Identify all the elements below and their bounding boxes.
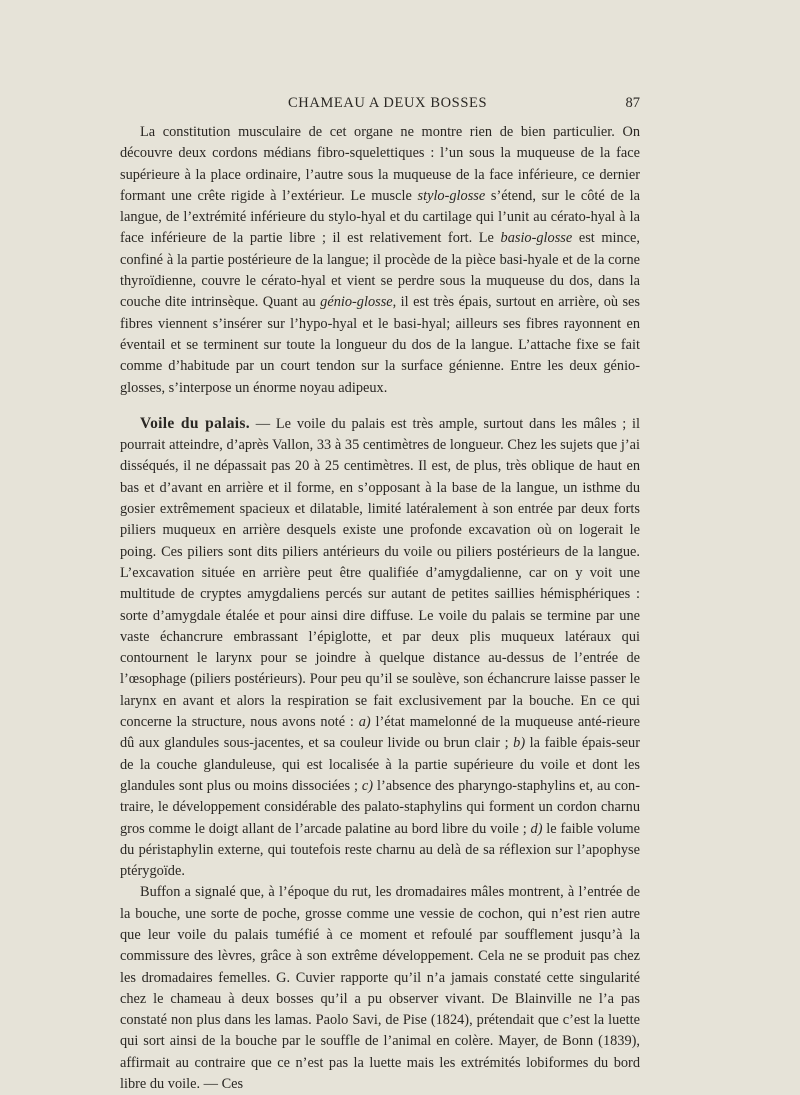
list-marker-a: a): [358, 714, 371, 731]
body-text: [120, 122, 640, 1095]
section-heading: Voile du palais.: [140, 414, 250, 432]
paragraph-buffon: [120, 882, 640, 1095]
page-header: [120, 95, 640, 117]
list-marker-b: b): [513, 735, 526, 752]
text-run: s’étend, sur le côté de la langue, de l’extrémité inférieure du stylo-hyal et du cartilage qui l’unit au cérato-hyal à la face inférieure de la partie libre ; il est relativement fort. Le: [120, 187, 640, 247]
text-run: La constitution musculaire de cet organe ne montre rien de bien particulier. On découvre deux cordons médians fibro-squelettiques : l’un sous la muqueuse de la face supérieure à la place ordinaire, l’autre sous la muqueuse de la face inférieure, ce dernier formant une crête rigide à l’extérieur. Le muscle: [120, 124, 640, 204]
text-run: le faible volume du péristaphylin externe, qui toutefois reste charnu au delà de sa réflexion sur l’apophyse ptérygoïde.: [120, 820, 640, 880]
term-basio-glosse: basio-glosse: [500, 230, 573, 247]
term-genio-glosse: génio-glosse: [320, 294, 393, 311]
text-run: Buffon a signalé que, à l’époque du rut, les dromadaires mâles montrent, à l’entrée de la bouche, une sorte de poche, grosse comme une vessie de cochon, qui n’est rien autre que leur voile du palais tuméfié à ce moment et refoulé par soufflement jusqu’à la commissure des lèvres, grâce à son extrême développement. Cela ne se produit pas chez les dromadaires femelles. G. Cuvier rapporte qu’il n’a jamais constaté cette singularité chez le chameau à deux bosses qu’il a pu observer vivant. De Blainville ne l’a pas constaté non plus dans les lamas. Paolo Savi, de Pise (1824), prétendait que c’est la luette qui sort ainsi de la bouche par le souffle de l’animal en colère. Mayer, de Bonn (1839), affirmait au contraire que ce n’est pas la luette mais les extrémités lobiformes du bord libre du voile. — Ces: [120, 884, 640, 1093]
text-run: l’absence des pharyngo-staphylins et, au con-traire, le développement considérable des palato-staphylins qui forment un cordon charnu gros comme le doigt allant de l’arcade palatine au bord libre du voile ;: [120, 777, 640, 837]
list-marker-c: c): [361, 777, 374, 794]
paragraph-voile-du-palais: [120, 413, 640, 883]
text-run: — Le voile du palais est très ample, surtout dans les mâles ; il pourrait atteindre, d’après Vallon, 33 à 35 centimètres de longueur. Chez les sujets que j’ai disséqués, il ne dépassait pas 20 à 25 centimètres. Il est, de plus, très oblique de haut en bas et d’avant en arrière et il forme, en s’opposant à la base de la langue, un isthme du gosier extrêmement spacieux et dilatable, limité latéralement à son entrée par deux forts piliers muqueux en arrière desquels existe une profonde excavation où on logerait le poing. Ces piliers sont dits piliers antérieurs du voile ou piliers postérieurs de la langue. L’excavation située en arrière peut être qualifiée d’amygdalienne, car on y voit une multitude de cryptes amygdaliens percés sur autant de petites saillies hémisphériques : sorte d’amygdale étalée et pour ainsi dire diffuse. Le voile du palais se termine par une vaste échancrure embrassant l’épiglotte, et par deux plis muqueux latéraux qui contournent le larynx pour se joindre à quelque distance au-dessus de l’entrée de l’œsophage (piliers postérieurs). Pour peu qu’il se soulève, son échancrure laisse passer le larynx en avant et alors la respiration se fait exclusivement par la bouche. En ce qui concerne la structure, nous avons noté :: [120, 415, 640, 731]
page-number: 87: [625, 95, 640, 111]
text-run: l’état mamelonné de la muqueuse anté-rieure dû aux glandules sous-jacentes, et sa couleur livide ou brun clair ;: [120, 714, 640, 752]
running-title: CHAMEAU A DEUX BOSSES: [288, 95, 488, 111]
text-run: , il est très épais, surtout en arrière, où ses fibres viennent s’insérer sur l’hypo-hyal et le basi-hyal; ailleurs ses fibres rayonnent en éventail et se terminent sur toute la longueur du dos de la langue. L’attache fixe se fait comme d’habitude par un court tendon sur la surface génienne. Entre les deux génio-glosses, s’interpose un énorme noyau adipeux.: [120, 294, 640, 396]
list-marker-d: d): [530, 820, 543, 837]
paragraph-tongue-muscles: [120, 122, 640, 399]
term-stylo-glosse: stylo-glosse: [417, 187, 486, 204]
text-run: la faible épais-seur de la couche glanduleuse, qui est localisée à la partie supérieure du voile et dont les glandules sont plus ou moins dissociées ;: [120, 735, 640, 794]
text-run: est mince, confiné à la partie postérieure de la langue; il procède de la pièce basi-hyale et de la corne thyroïdienne, couvre le cérato-hyal et vient se perdre sous la muqueuse du dos, dans la couche dite intrinsèque. Quant au: [120, 230, 640, 311]
